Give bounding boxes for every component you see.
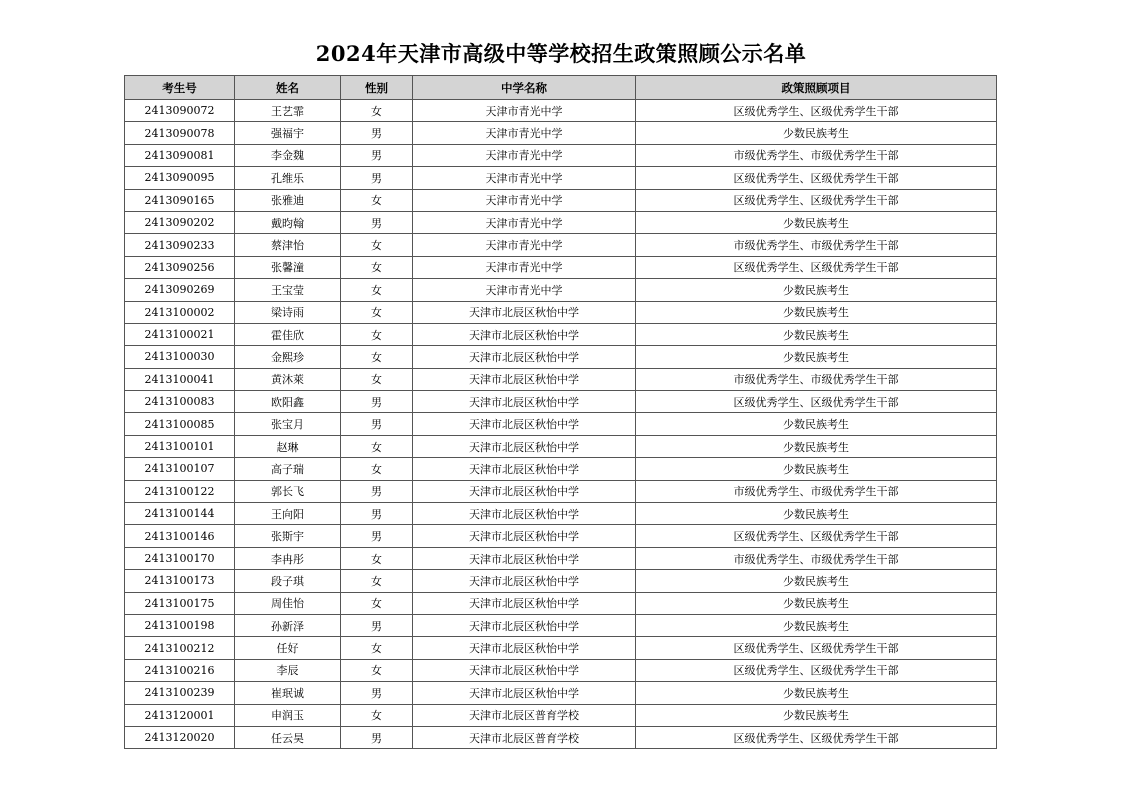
table-row (125, 167, 997, 189)
cell-policy: 区级优秀学生、区级优秀学生干部 (636, 167, 997, 189)
cell-school: 天津市青光中学 (413, 211, 636, 233)
cell-school: 天津市北辰区普育学校 (413, 704, 636, 726)
cell-policy: 少数民族考生 (636, 592, 997, 614)
cell-name: 梁诗雨 (235, 301, 341, 323)
cell-gender: 男 (341, 614, 413, 636)
cell-name: 高子瑞 (235, 458, 341, 480)
cell-school: 天津市青光中学 (413, 122, 636, 144)
cell-policy: 少数民族考生 (636, 570, 997, 592)
cell-gender: 女 (341, 458, 413, 480)
cell-gender: 女 (341, 256, 413, 278)
table-row (125, 100, 997, 122)
cell-policy: 区级优秀学生、区级优秀学生干部 (636, 391, 997, 413)
cell-exam-id: 2413100002 (125, 301, 235, 323)
cell-exam-id: 2413100173 (125, 570, 235, 592)
cell-policy: 少数民族考生 (636, 413, 997, 435)
cell-exam-id: 2413120020 (125, 726, 235, 748)
table-row (125, 435, 997, 457)
cell-name: 张宝月 (235, 413, 341, 435)
cell-exam-id: 2413090095 (125, 167, 235, 189)
cell-policy: 区级优秀学生、区级优秀学生干部 (636, 726, 997, 748)
cell-school: 天津市北辰区秋怡中学 (413, 547, 636, 569)
cell-policy: 少数民族考生 (636, 682, 997, 704)
column-header-policy: 政策照顾项目 (636, 76, 997, 100)
table-row (125, 391, 997, 413)
roster-table (124, 75, 997, 749)
table-row (125, 547, 997, 569)
cell-exam-id: 2413090269 (125, 279, 235, 301)
cell-policy: 少数民族考生 (636, 323, 997, 345)
cell-school: 天津市北辰区秋怡中学 (413, 570, 636, 592)
cell-name: 周佳怡 (235, 592, 341, 614)
cell-gender: 女 (341, 279, 413, 301)
cell-name: 强福宇 (235, 122, 341, 144)
cell-exam-id: 2413100146 (125, 525, 235, 547)
table-row (125, 368, 997, 390)
cell-name: 戴昀翰 (235, 211, 341, 233)
cell-gender: 女 (341, 659, 413, 681)
cell-school: 天津市北辰区秋怡中学 (413, 368, 636, 390)
cell-policy: 区级优秀学生、区级优秀学生干部 (636, 189, 997, 211)
cell-name: 李冉彤 (235, 547, 341, 569)
cell-policy: 区级优秀学生、区级优秀学生干部 (636, 100, 997, 122)
cell-school: 天津市青光中学 (413, 189, 636, 211)
cell-school: 天津市北辰区秋怡中学 (413, 525, 636, 547)
table-row (125, 503, 997, 525)
cell-name: 孔维乐 (235, 167, 341, 189)
cell-exam-id: 2413090165 (125, 189, 235, 211)
cell-school: 天津市北辰区秋怡中学 (413, 659, 636, 681)
table-row (125, 122, 997, 144)
table-row (125, 682, 997, 704)
cell-policy: 区级优秀学生、区级优秀学生干部 (636, 637, 997, 659)
cell-policy: 少数民族考生 (636, 301, 997, 323)
cell-exam-id: 2413100198 (125, 614, 235, 636)
header-row (125, 76, 997, 100)
page-title: 2024年天津市高级中等学校招生政策照顾公示名单 (315, 41, 807, 66)
cell-policy: 少数民族考生 (636, 435, 997, 457)
cell-policy: 少数民族考生 (636, 458, 997, 480)
column-header-gender: 性别 (341, 76, 413, 100)
cell-school: 天津市北辰区秋怡中学 (413, 682, 636, 704)
cell-name: 崔珉诚 (235, 682, 341, 704)
cell-school: 天津市北辰区秋怡中学 (413, 592, 636, 614)
cell-exam-id: 2413100107 (125, 458, 235, 480)
cell-exam-id: 2413100101 (125, 435, 235, 457)
cell-exam-id: 2413120001 (125, 704, 235, 726)
cell-gender: 女 (341, 346, 413, 368)
cell-name: 黄沐萊 (235, 368, 341, 390)
cell-name: 王向阳 (235, 503, 341, 525)
cell-exam-id: 2413100083 (125, 391, 235, 413)
table-row (125, 704, 997, 726)
cell-school: 天津市青光中学 (413, 167, 636, 189)
cell-name: 欧阳鑫 (235, 391, 341, 413)
cell-name: 段子琪 (235, 570, 341, 592)
cell-name: 任好 (235, 637, 341, 659)
cell-exam-id: 2413090256 (125, 256, 235, 278)
cell-policy: 市级优秀学生、市级优秀学生干部 (636, 480, 997, 502)
cell-name: 李辰 (235, 659, 341, 681)
cell-school: 天津市北辰区秋怡中学 (413, 413, 636, 435)
table-row (125, 525, 997, 547)
table-row (125, 346, 997, 368)
cell-gender: 男 (341, 503, 413, 525)
table-row (125, 211, 997, 233)
cell-name: 蔡津怡 (235, 234, 341, 256)
cell-exam-id: 2413100144 (125, 503, 235, 525)
cell-name: 张雅迪 (235, 189, 341, 211)
table-row (125, 659, 997, 681)
cell-policy: 市级优秀学生、市级优秀学生干部 (636, 368, 997, 390)
table-row (125, 458, 997, 480)
column-header-name: 姓名 (235, 76, 341, 100)
cell-policy: 区级优秀学生、区级优秀学生干部 (636, 659, 997, 681)
cell-policy: 市级优秀学生、市级优秀学生干部 (636, 547, 997, 569)
cell-name: 赵琳 (235, 435, 341, 457)
cell-name: 孙新泽 (235, 614, 341, 636)
cell-school: 天津市北辰区秋怡中学 (413, 435, 636, 457)
cell-exam-id: 2413090078 (125, 122, 235, 144)
cell-school: 天津市北辰区秋怡中学 (413, 503, 636, 525)
cell-name: 王艺霏 (235, 100, 341, 122)
table-row (125, 570, 997, 592)
cell-exam-id: 2413100030 (125, 346, 235, 368)
cell-gender: 女 (341, 100, 413, 122)
cell-school: 天津市青光中学 (413, 100, 636, 122)
cell-school: 天津市北辰区秋怡中学 (413, 458, 636, 480)
cell-gender: 男 (341, 144, 413, 166)
cell-gender: 女 (341, 592, 413, 614)
cell-exam-id: 2413090202 (125, 211, 235, 233)
cell-exam-id: 2413100021 (125, 323, 235, 345)
cell-school: 天津市北辰区秋怡中学 (413, 614, 636, 636)
cell-name: 张馨潼 (235, 256, 341, 278)
cell-exam-id: 2413100212 (125, 637, 235, 659)
cell-exam-id: 2413090081 (125, 144, 235, 166)
cell-gender: 女 (341, 704, 413, 726)
table-row (125, 234, 997, 256)
cell-school: 天津市北辰区秋怡中学 (413, 391, 636, 413)
cell-exam-id: 2413100170 (125, 547, 235, 569)
cell-policy: 少数民族考生 (636, 279, 997, 301)
cell-gender: 男 (341, 525, 413, 547)
table-row (125, 592, 997, 614)
cell-school: 天津市北辰区秋怡中学 (413, 323, 636, 345)
cell-school: 天津市青光中学 (413, 234, 636, 256)
cell-school: 天津市北辰区普育学校 (413, 726, 636, 748)
cell-exam-id: 2413100239 (125, 682, 235, 704)
cell-school: 天津市北辰区秋怡中学 (413, 346, 636, 368)
cell-policy: 少数民族考生 (636, 614, 997, 636)
table-row (125, 279, 997, 301)
cell-gender: 女 (341, 368, 413, 390)
cell-gender: 男 (341, 122, 413, 144)
table-row (125, 480, 997, 502)
cell-gender: 男 (341, 391, 413, 413)
cell-school: 天津市青光中学 (413, 279, 636, 301)
cell-school: 天津市北辰区秋怡中学 (413, 480, 636, 502)
cell-school: 天津市青光中学 (413, 144, 636, 166)
cell-school: 天津市北辰区秋怡中学 (413, 301, 636, 323)
cell-name: 郭长飞 (235, 480, 341, 502)
cell-name: 金熙珍 (235, 346, 341, 368)
cell-gender: 女 (341, 323, 413, 345)
cell-gender: 女 (341, 570, 413, 592)
cell-exam-id: 2413090072 (125, 100, 235, 122)
cell-exam-id: 2413100216 (125, 659, 235, 681)
cell-policy: 少数民族考生 (636, 503, 997, 525)
cell-name: 王宝莹 (235, 279, 341, 301)
cell-policy: 少数民族考生 (636, 346, 997, 368)
cell-policy: 区级优秀学生、区级优秀学生干部 (636, 256, 997, 278)
cell-exam-id: 2413100041 (125, 368, 235, 390)
table-row (125, 413, 997, 435)
table-row (125, 323, 997, 345)
cell-name: 任云昊 (235, 726, 341, 748)
cell-policy: 市级优秀学生、市级优秀学生干部 (636, 144, 997, 166)
cell-gender: 男 (341, 480, 413, 502)
cell-gender: 男 (341, 167, 413, 189)
cell-gender: 女 (341, 637, 413, 659)
cell-gender: 女 (341, 435, 413, 457)
table-row (125, 301, 997, 323)
table-row (125, 144, 997, 166)
cell-gender: 女 (341, 301, 413, 323)
table-row (125, 614, 997, 636)
cell-gender: 男 (341, 682, 413, 704)
cell-policy: 市级优秀学生、市级优秀学生干部 (636, 234, 997, 256)
cell-name: 李金魏 (235, 144, 341, 166)
cell-policy: 少数民族考生 (636, 704, 997, 726)
cell-policy: 区级优秀学生、区级优秀学生干部 (636, 525, 997, 547)
cell-name: 申润玉 (235, 704, 341, 726)
cell-gender: 女 (341, 547, 413, 569)
cell-name: 张斯宇 (235, 525, 341, 547)
roster-body (125, 100, 997, 749)
cell-gender: 女 (341, 234, 413, 256)
table-row (125, 637, 997, 659)
cell-name: 霍佳欣 (235, 323, 341, 345)
cell-exam-id: 2413090233 (125, 234, 235, 256)
cell-school: 天津市北辰区秋怡中学 (413, 637, 636, 659)
cell-policy: 少数民族考生 (636, 211, 997, 233)
column-header-school: 中学名称 (413, 76, 636, 100)
cell-gender: 男 (341, 413, 413, 435)
cell-policy: 少数民族考生 (636, 122, 997, 144)
cell-gender: 女 (341, 189, 413, 211)
cell-exam-id: 2413100175 (125, 592, 235, 614)
cell-exam-id: 2413100085 (125, 413, 235, 435)
cell-school: 天津市青光中学 (413, 256, 636, 278)
cell-exam-id: 2413100122 (125, 480, 235, 502)
cell-gender: 男 (341, 726, 413, 748)
table-row (125, 726, 997, 748)
column-header-exam-id: 考生号 (125, 76, 235, 100)
table-row (125, 256, 997, 278)
table-row (125, 189, 997, 211)
cell-gender: 男 (341, 211, 413, 233)
